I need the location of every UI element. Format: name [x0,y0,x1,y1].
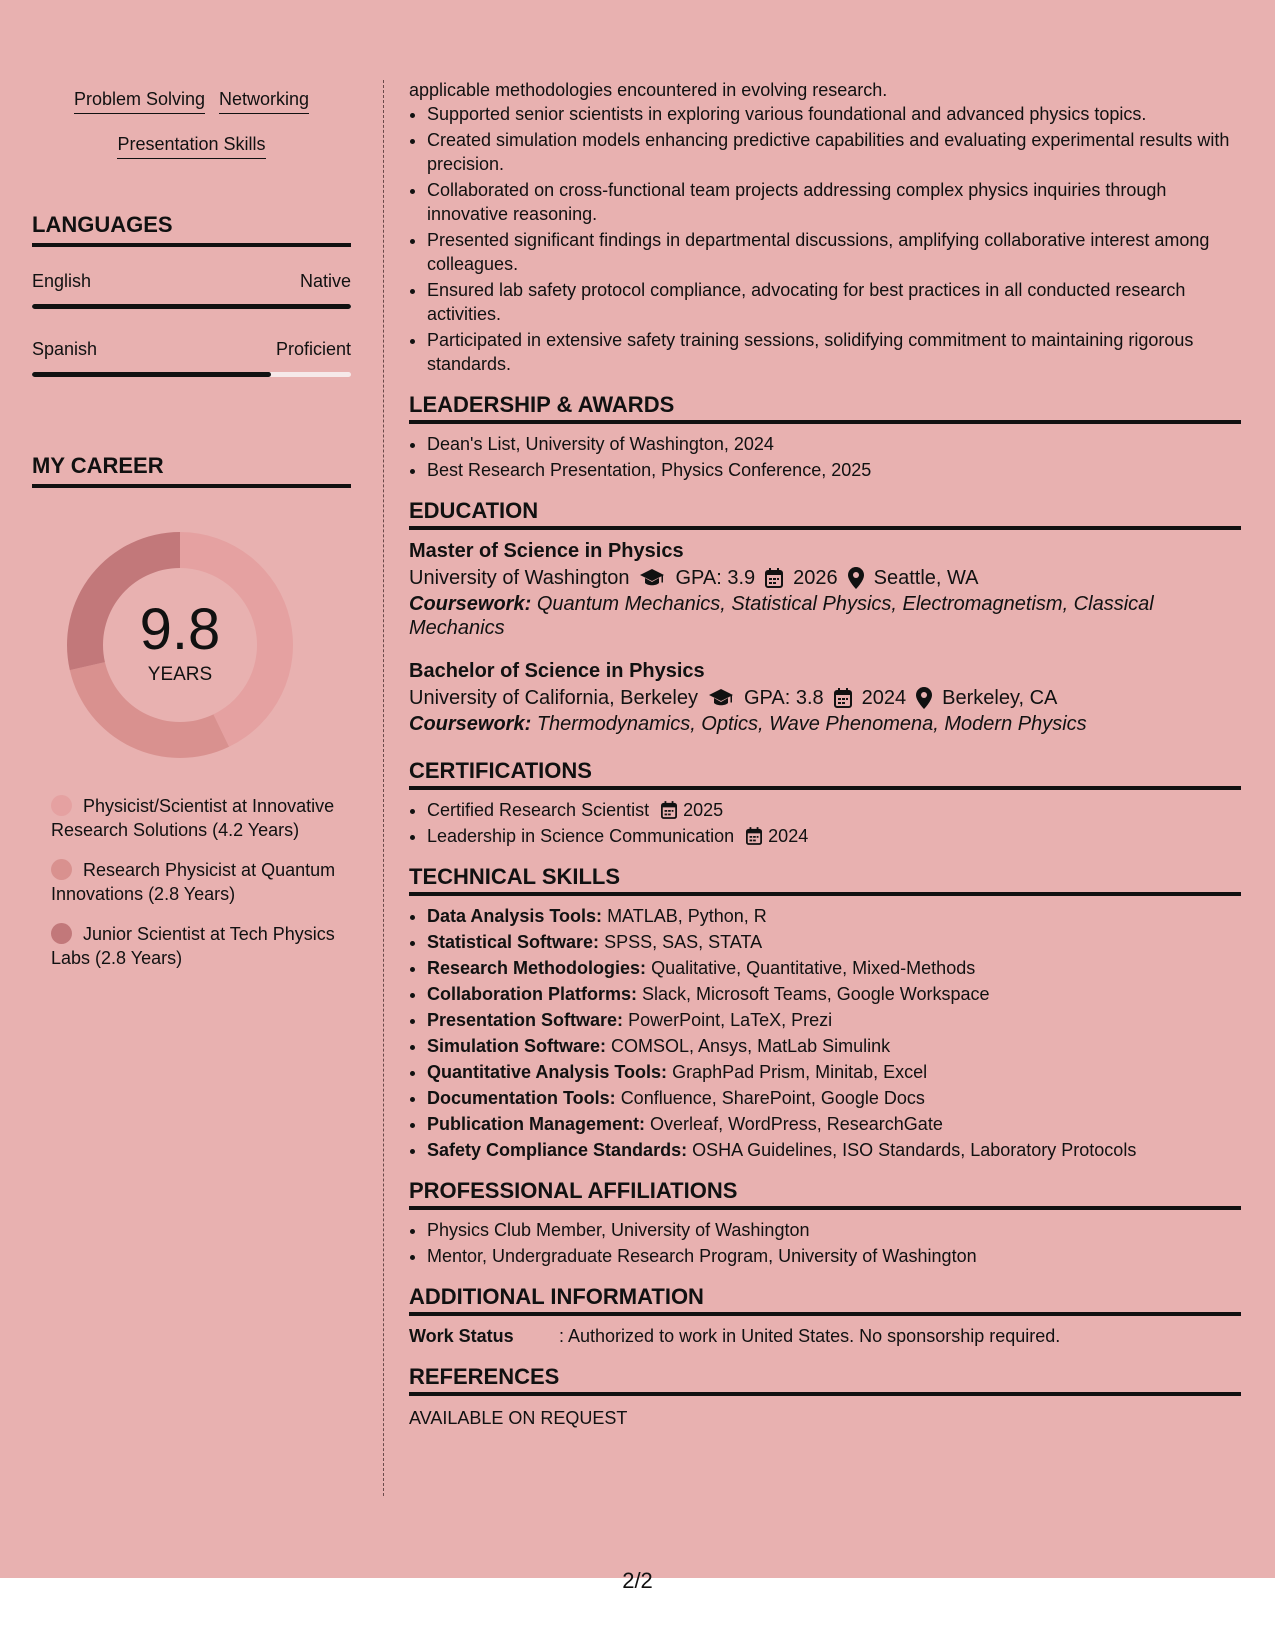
calendar-icon [661,801,677,819]
list-item: • Created simulation models enhancing predictive capabilities and evaluating experimental results with precision. [427,128,1241,176]
career-heading: MY CAREER [32,453,351,488]
sidebar [32,78,351,986]
legend-dot [51,795,72,816]
language-spanish [32,339,351,377]
list-item [427,1060,1241,1084]
certifications-heading: CERTIFICATIONS [409,758,1241,790]
skill-label: Simulation Software: [427,1036,607,1056]
affiliations-list [409,1218,1241,1268]
experience-bullets [409,102,1241,376]
experience-continued-line: applicable methodologies encountered in evolving research. [409,80,888,100]
coursework-label: Coursework: [409,713,532,735]
work-status-value: : Authorized to work in United States. No sponsorship required. [559,1326,1061,1346]
affiliations-heading: PROFESSIONAL AFFILIATIONS [409,1178,1241,1210]
skill-label: Collaboration Platforms: [427,984,638,1004]
graduation-year: 2026 [793,567,838,589]
cert-year: 2024 [768,826,809,846]
languages-heading: LANGUAGES [32,212,351,247]
column-divider [383,80,384,1496]
technical-skills-heading: TECHNICAL SKILLS [409,864,1241,896]
location: Seattle, WA [873,567,979,589]
career-legend-item [51,922,341,970]
list-item [427,982,1241,1006]
skill-tag: Networking [219,87,309,114]
language-bar-fill [32,372,271,377]
skill-label: Quantitative Analysis Tools: [427,1062,668,1082]
references-text: AVAILABLE ON REQUEST [409,1408,628,1428]
skill-tags [32,78,351,168]
language-bar [32,304,351,309]
skill-label: Safety Compliance Standards: [427,1140,688,1160]
list-item: • Ensured lab safety protocol compliance, advocating for best practices in all conducted research activities. [427,278,1241,326]
list-item: • Presented significant findings in departmental discussions, amplifying collaborative interest among colleagues. [427,228,1241,276]
calendar-icon [765,568,783,588]
language-name: English [32,271,92,291]
coursework-list: Thermodynamics, Optics, Wave Phenomena, Modern Physics [536,713,1087,735]
list-item: • Supported senior scientists in exploring various foundational and advanced physics topics. [427,102,1241,126]
map-pin-icon [848,567,864,589]
list-item: • Mentor, Undergraduate Research Program, University of Washington [427,1244,1241,1268]
cert-year: 2025 [683,800,724,820]
leadership-list [409,432,1241,482]
gpa: GPA: 3.8 [744,687,824,709]
work-status [409,1324,1241,1348]
language-bar [32,372,351,377]
education-entry [409,538,1241,640]
calendar-icon [746,827,762,845]
skill-label: Publication Management: [427,1114,646,1134]
list-item [427,1112,1241,1136]
list-item [427,1086,1241,1110]
education-meta [409,564,1241,592]
skill-tag: Presentation Skills [117,132,265,159]
skill-label: Research Methodologies: [427,958,647,978]
list-item: • Physics Club Member, University of Washington [427,1218,1241,1242]
graduation-cap-icon [708,688,734,708]
list-item [427,930,1241,954]
list-item: • Dean's List, University of Washington, 2024 [427,432,1241,456]
career-donut-chart [65,530,295,760]
language-level: Native [299,271,351,291]
skill-value: Slack, Microsoft Teams, Google Workspace [642,984,990,1004]
references-heading: REFERENCES [409,1364,1241,1396]
skill-value: GraphPad Prism, Minitab, Excel [672,1062,928,1082]
work-status-label: Work Status [409,1326,514,1346]
skill-label: Statistical Software: [427,932,600,952]
legend-label: Junior Scientist at Tech Physics Labs (2.8 Years) [51,924,335,968]
skill-value: Qualitative, Quantitative, Mixed-Methods [651,958,976,978]
main-column [409,78,1241,1430]
skill-value: COMSOL, Ansys, MatLab Simulink [611,1036,891,1056]
certifications-list [409,798,1241,848]
graduation-cap-icon [639,568,665,588]
list-item: • Best Research Presentation, Physics Conference, 2025 [427,458,1241,482]
list-item [427,1138,1241,1162]
language-bar-fill [32,304,351,309]
legend-dot [51,923,72,944]
career-legend-item [51,794,341,842]
coursework [409,712,1241,736]
skill-value: Overleaf, WordPress, ResearchGate [650,1114,943,1134]
additional-info-heading: ADDITIONAL INFORMATION [409,1284,1241,1316]
legend-label: Research Physicist at Quantum Innovations (2.8 Years) [51,860,336,904]
technical-skills-list [409,904,1241,1162]
legend-label: Physicist/Scientist at Innovative Research Solutions (4.2 Years) [51,796,335,840]
school-name: University of Washington [409,567,630,589]
career-legend [51,794,341,970]
career-total-years: 9.8 [139,597,221,662]
language-english [32,271,351,309]
map-pin-icon [916,687,932,709]
language-level: Proficient [275,339,351,359]
coursework [409,592,1241,640]
list-item [427,798,1241,822]
cert-name: • Certified Research Scientist [427,800,650,820]
page-number: 2/2 [622,1568,653,1593]
leadership-heading: LEADERSHIP & AWARDS [409,392,1241,424]
graduation-year: 2024 [861,687,907,709]
list-item: • Collaborated on cross-functional team projects addressing complex physics inquiries through innovative reasoning. [427,178,1241,226]
coursework-label: Coursework: [409,593,532,615]
list-item [427,956,1241,980]
school-name: University of California, Berkeley [409,687,698,709]
gpa: GPA: 3.9 [675,567,756,589]
legend-dot [51,859,72,880]
education-entry [409,658,1241,736]
degree-title: Master of Science in Physics [409,540,684,562]
skill-value: SPSS, SAS, STATA [604,932,763,952]
cert-name: • Leadership in Science Communication [427,826,735,846]
education-heading: EDUCATION [409,498,1241,530]
career-years-label: YEARS [147,664,213,685]
list-item [427,1034,1241,1058]
degree-title: Bachelor of Science in Physics [409,660,705,682]
skill-value: Confluence, SharePoint, Google Docs [620,1088,925,1108]
list-item [427,824,1241,848]
location: Berkeley, CA [942,687,1058,709]
skill-label: Data Analysis Tools: [427,906,603,926]
career-legend-item [51,858,341,906]
calendar-icon [834,688,852,708]
skill-label: Presentation Software: [427,1010,624,1030]
list-item: • Participated in extensive safety training sessions, solidifying commitment to maintaining rigorous standards. [427,328,1241,376]
coursework-list: Quantum Mechanics, Statistical Physics, Electromagnetism, Classical Mechanics [409,593,1154,639]
language-name: Spanish [32,339,98,359]
skill-tag: Problem Solving [74,87,205,114]
skill-value: PowerPoint, LaTeX, Prezi [628,1010,833,1030]
education-meta [409,684,1241,712]
skill-value: MATLAB, Python, R [607,906,767,926]
skill-label: Documentation Tools: [427,1088,616,1108]
list-item [427,1008,1241,1032]
list-item [427,904,1241,928]
skill-value: OSHA Guidelines, ISO Standards, Laboratory Protocols [692,1140,1137,1160]
